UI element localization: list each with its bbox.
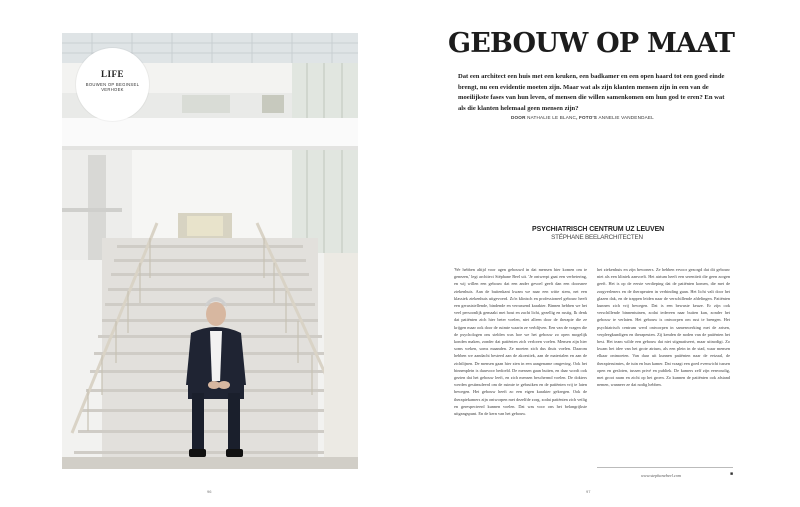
section-heading [532, 226, 665, 241]
body-text-1: 'We hebben altijd voor agen gebouwd in dat mensen hier komen om te genezen,' legt architect Stéphane Beel uit. 'Je ontwerpt gaat een verbetering, en wij willen een gebouw dat een ander gevoel geeft dan een doorsnee ziekenhuis. Aan de buitenkant kwam we naar een witte stem, net een klassiek ziekenhuis uitgevoerd. Zo'n klinisch en professioneel gebouw heeft een geruststellende, bindende en verrassend karakter. Binnen hebben we het veel persoonlijk gemaakt met hout en zacht licht, gezellig en rustig. Ik denk dat patiënten zich hier beter voelen, niet alleen door de therapie die ze krijgen maar ook door de ruimte waarin ze verblijven. Een van de vragen die de psychologen ons stelden was hoe we het gebouw zo open mogelijk konden maken, zonder dat patiënten zich verloren voelen. Mensen zijn hier soms weken, soms maanden. Ze moeten zich dus thuis voelen. Daarom hebben we aandacht besteed aan de akoestiek, aan de materialen en aan de zichtlijnen. De mensen gaan hier zien in een aangename omgeving. Ook het binnenplein is daarvoor bedoeld. De mensen gaan buiten, en daar wordt ook gezien dat het gebouw leeft, en zich mensen beschermd voelen. De dokters werden gestimuleerd om de ruimte te gebruiken en de patiënten vrij te laten bewegen. Het gebouw heeft zo een eigen karakter gekregen. Ook de therapiekamers zijn ontworpen met dezelfde zorg, zodat patiënten zich veilig en gerespecteerd kunnen voelen. Dat was voor ons het belangrijkste uitgangspunt. En de kern van het gebouw. [454, 267, 587, 417]
section-badge [76, 48, 149, 121]
end-mark: ■ [730, 472, 734, 477]
article-title: GEBOUW OP MAAT [448, 28, 735, 59]
page-number-right: 97 [586, 489, 591, 494]
badge-subtitle: BOUWEN OP BEGINSEL VERHOEK [85, 82, 140, 92]
article-intro: Dat een architect een huis met een keuken, een badkamer en een open haard tot een goed einde brengt, nu een evidentie moeten zijn. Maar wat als zijn klanten mensen zijn in een van de moeilijkste fases van hun leven, of mensen die willen samenkomen om hun god te eren? En wat als die klanten helemaal geen mensen zijn? [458, 73, 725, 112]
credits-photographer: ANNELIE VANDENDAEL [598, 115, 654, 120]
credits-author: NATHALIE LE BLANC [527, 115, 577, 120]
credits-label-photos: , FOTO'S [576, 115, 599, 120]
footer-rule [597, 467, 733, 468]
body-text-2: het ziekenhuis en zijn bewoners. Ze hebben ervoor gezorgd dat dit gebouw niet als een kliniek aanvoelt. Het atrium heeft een sereniteit die geen zorgen geeft. Het is op de eerste verdieping dat de patiënten komen, die met de zorgverleners en de therapeuten in verbinding gaan. Het licht valt door het glazen dak, en de trappen leiden naar de verschillende afdelingen. Patiënten kunnen zich vrij bewegen. Dat is een bewuste keuze. Er zijn ook verschillende binnentuinen, zodat iedereen naar buiten kan, zonder het gebouw te verlaten. Het gebouw is ontworpen om rust te brengen. Het psychiatrisch centrum werd ontworpen in samenwerking met de artsen, verpleegkundigen en therapeuten. Zij kenden de noden van de patiënten het best. Het team wilde een gebouw dat niet stigmatiseert, maar uitnodigt. Zo kwam het idee van het grote atrium, als een plein in de stad, waar mensen elkaar ontmoeten. Van daar uit kunnen patiënten naar de eetzaal, de therapieruimtes, de tuin en hun kamer. Dat vraagt een goed evenwicht tussen open en gesloten, tussen privé en publiek. De kamers zelf zijn eenvoudig, met groot raam en zicht op het groen. Zo kunnen de patiënten ook afstand nemen, wanneer ze dat nodig hebben. [597, 267, 730, 388]
body-column-2 [597, 266, 730, 388]
page-number-left: 96 [207, 489, 212, 494]
article-credits [511, 115, 731, 120]
badge-title: LIFE [100, 69, 124, 79]
section-subtitle: STÉPHANE BEELARCHITECTEN [551, 234, 643, 241]
credits-label-author: DOOR [511, 115, 528, 120]
body-column-1 [454, 266, 587, 417]
section-title: PSYCHIATRISCH CENTRUM UZ LEUVEN [532, 226, 665, 233]
website-credit: www.stephanebeel.com [641, 473, 682, 478]
